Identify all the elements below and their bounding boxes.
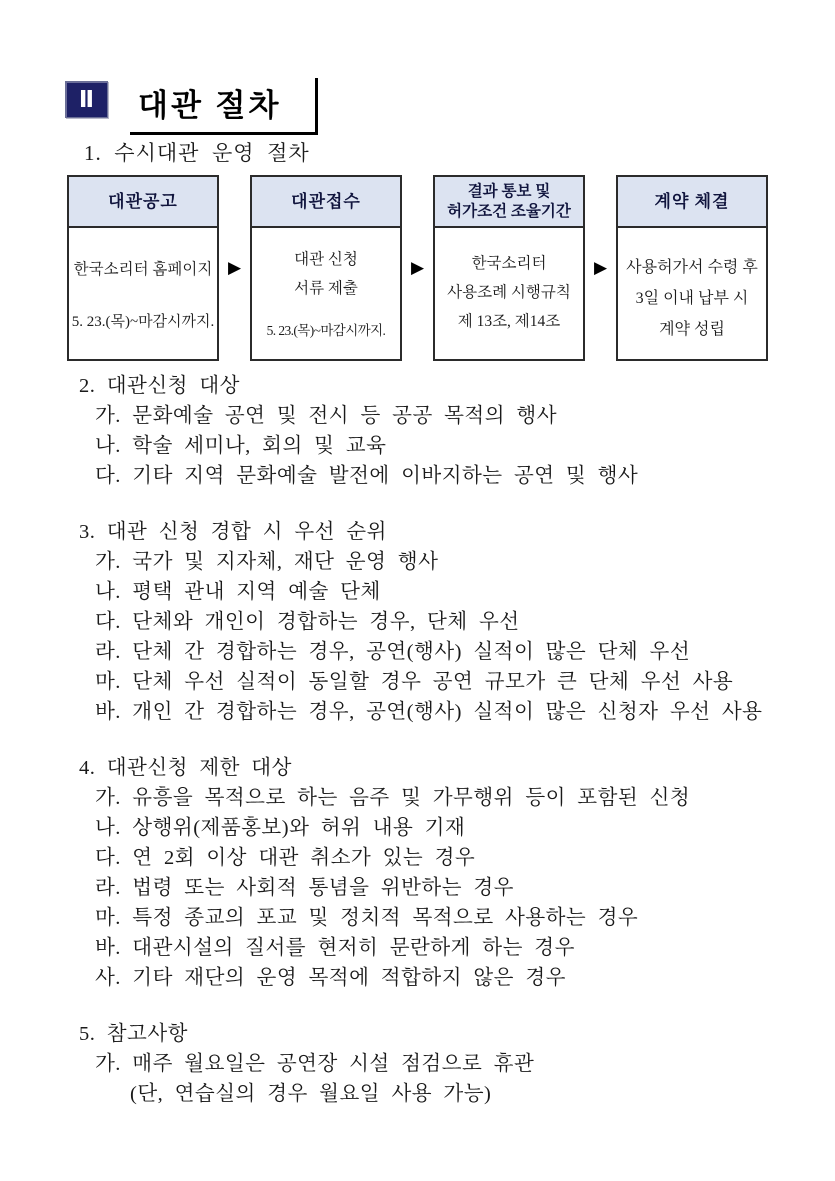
list-item: 다. 연 2회 이상 대관 취소가 있는 경우 (95, 847, 476, 869)
section-restrictions (79, 753, 799, 993)
flow-box-line: 대관 신청 (294, 251, 358, 268)
flow-box-title-text: 결과 통보 및 (467, 182, 551, 200)
flow-section-heading: 1. 수시대관 운영 절차 (84, 141, 310, 165)
list-item: 가. 유흥을 목적으로 하는 음주 및 가무행위 등이 포함된 신청 (95, 787, 691, 809)
list-item: 다. 단체와 개인이 경합하는 경우, 단체 우선 (95, 611, 520, 633)
section-heading: 2. 대관신청 대상 (79, 375, 240, 397)
list-subitem: (단, 연습실의 경우 월요일 사용 가능) (130, 1083, 492, 1105)
rental-process-flowchart (67, 175, 768, 361)
list-item: 가. 국가 및 지자체, 재단 운영 행사 (95, 551, 439, 573)
list-item: 다. 기타 지역 문화예술 발전에 이바지하는 공연 및 행사 (95, 465, 639, 487)
flow-arrow-icon: ▶ (593, 258, 608, 278)
flow-box-result-notice (433, 175, 585, 361)
flow-arrow-icon: ▶ (410, 258, 425, 278)
flow-box-line: 3일 이내 납부 시 (635, 290, 749, 307)
flow-box-line: 한국소리터 홈페이지 (73, 261, 213, 278)
flow-box-title-text: 대관공고 (108, 191, 178, 211)
list-item: 사. 기타 재단의 운영 목적에 적합하지 않은 경우 (95, 967, 566, 989)
flow-box-line: 사용조례 시행규칙 (447, 284, 571, 301)
list-item: 나. 상행위(제품홍보)와 허위 내용 기재 (95, 817, 466, 839)
flow-box-line: 제 13조, 제14조 (457, 313, 561, 330)
flow-box-application (250, 175, 402, 361)
flow-box-result-notice-title (435, 177, 583, 228)
section-heading: 5. 참고사항 (79, 1023, 188, 1045)
flow-box-line: 사용허가서 수령 후 (626, 259, 758, 276)
section-heading: 3. 대관 신청 경합 시 우선 순위 (79, 521, 387, 543)
flow-arrow-icon: ▶ (227, 258, 242, 278)
list-item: 바. 개인 간 경합하는 경우, 공연(행사) 실적이 많은 신청자 우선 사용 (95, 701, 763, 723)
document-header (65, 78, 318, 135)
list-item: 나. 학술 세미나, 회의 및 교육 (95, 435, 387, 457)
section-notes (79, 1019, 799, 1109)
flow-box-announcement (67, 175, 219, 361)
list-item: 마. 단체 우선 실적이 동일할 경우 공연 규모가 큰 단체 우선 사용 (95, 671, 734, 693)
list-item: 마. 특정 종교의 포교 및 정치적 목적으로 사용하는 경우 (95, 907, 639, 929)
flow-box-date: 5. 23.(목)~마감시까지. (71, 314, 215, 330)
list-item: 나. 평택 관내 지역 예술 단체 (95, 581, 381, 603)
list-item: 가. 매주 월요일은 공연장 시설 점검으로 휴관 (95, 1053, 535, 1075)
document-sections (79, 371, 799, 1109)
flow-box-title-text: 허가조건 조율기간 (447, 202, 571, 220)
flow-box-line: 한국소리터 (471, 255, 547, 272)
flow-box-line: 서류 제출 (294, 280, 358, 297)
flow-box-title-text: 계약 체결 (654, 191, 730, 211)
section-numeral-badge (65, 81, 108, 118)
flow-box-contract-title (618, 177, 766, 228)
flow-box-announcement-title (69, 177, 217, 228)
flow-box-line: 계약 성립 (659, 321, 725, 338)
list-item: 라. 법령 또는 사회적 통념을 위반하는 경우 (95, 877, 514, 899)
flow-box-contract-body (618, 228, 766, 359)
section-numeral: Ⅱ (78, 86, 95, 112)
section-heading: 4. 대관신청 제한 대상 (79, 757, 292, 779)
title-underline-box (130, 78, 318, 135)
list-item: 라. 단체 간 경합하는 경우, 공연(행사) 실적이 많은 단체 우선 (95, 641, 691, 663)
flow-box-result-notice-body (435, 228, 583, 359)
page-title: 대관 절차 (138, 88, 282, 123)
flow-box-application-body (252, 228, 400, 359)
flow-box-announcement-body (69, 228, 217, 359)
flow-box-date: 5. 23.(목)~마감시까지. (266, 323, 386, 338)
flow-box-application-title (252, 177, 400, 228)
section-rental-targets (79, 371, 799, 491)
list-item: 가. 문화예술 공연 및 전시 등 공공 목적의 행사 (95, 405, 557, 427)
section-priority-order (79, 517, 799, 727)
list-item: 바. 대관시설의 질서를 현저히 문란하게 하는 경우 (95, 937, 575, 959)
flow-box-title-text: 대관접수 (291, 191, 361, 211)
flow-box-contract (616, 175, 768, 361)
